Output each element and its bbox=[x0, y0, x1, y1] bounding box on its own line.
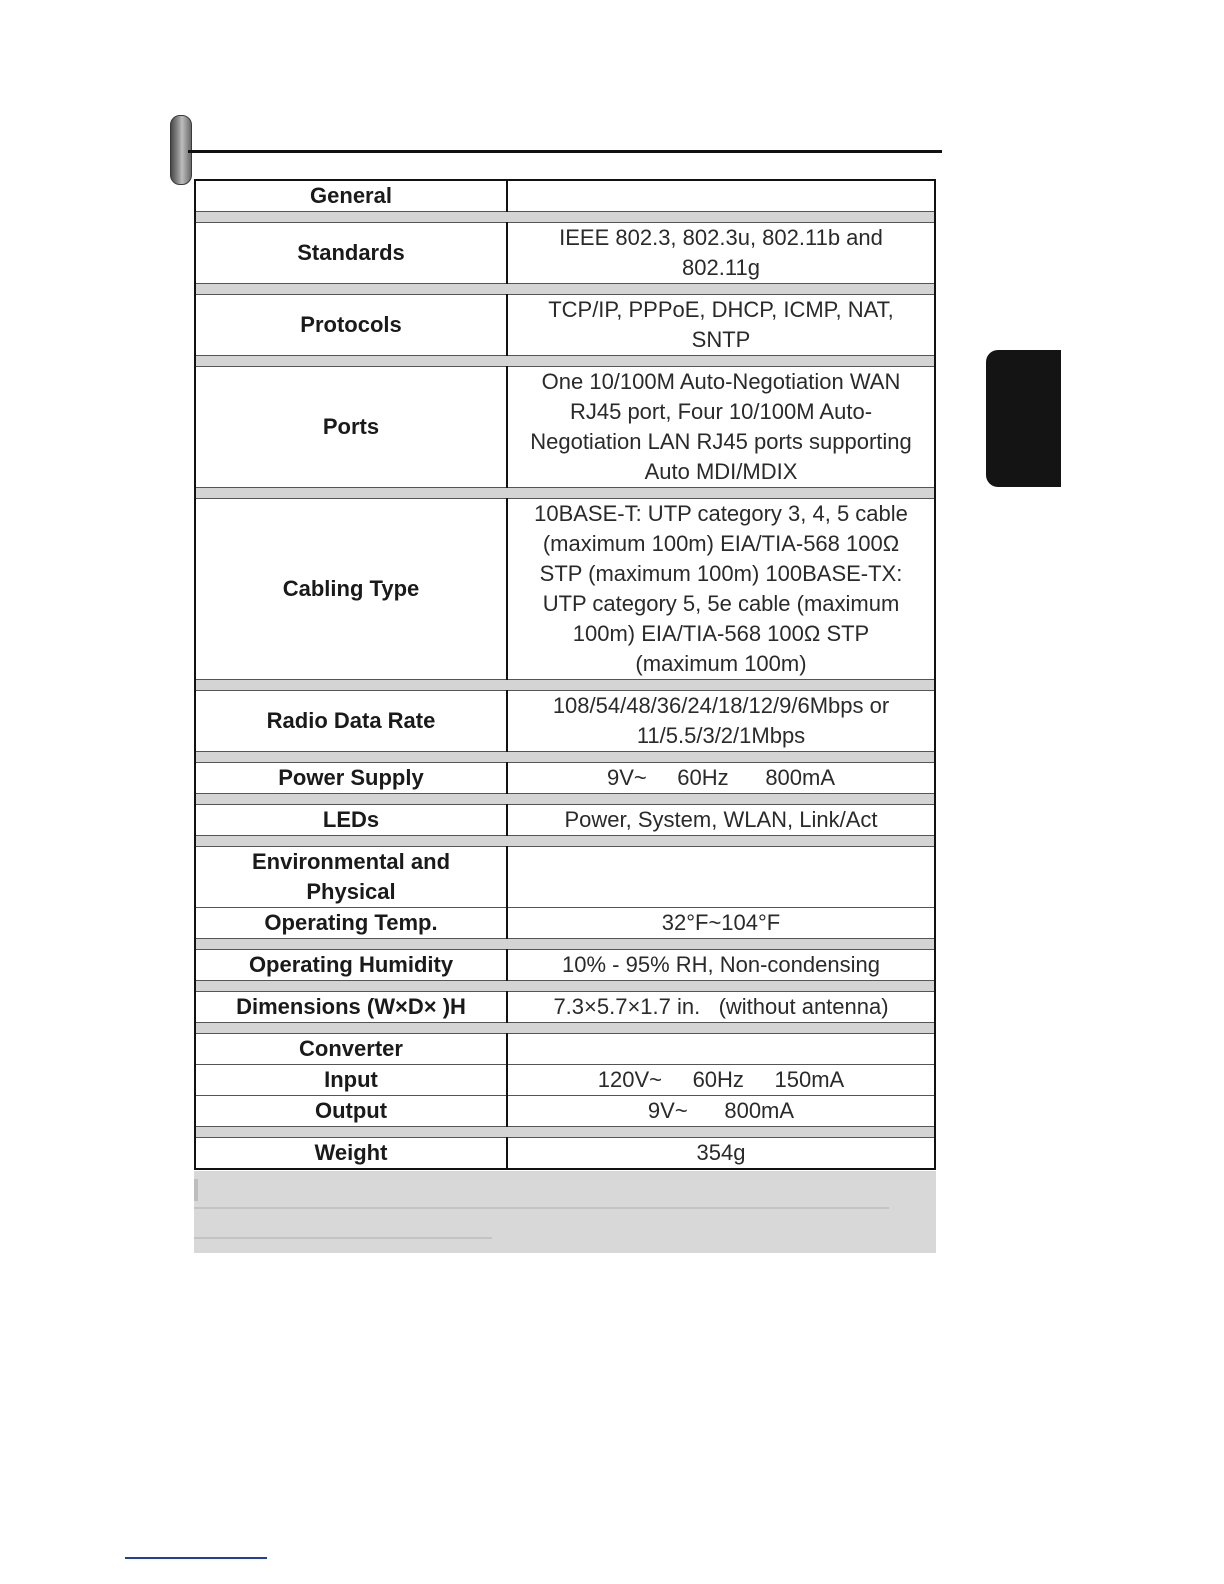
row-separator bbox=[195, 1023, 935, 1034]
row-separator bbox=[195, 488, 935, 499]
row-separator bbox=[195, 1127, 935, 1138]
spec-label: Standards bbox=[195, 223, 507, 284]
spec-value: One 10/100M Auto-Negotiation WAN RJ45 port, Four 10/100M Auto- Negotiation LAN RJ45 ports supporting Auto MDI/MDIX bbox=[507, 367, 935, 488]
spec-value: 354g bbox=[507, 1138, 935, 1170]
spec-value: Power, System, WLAN, Link/Act bbox=[507, 805, 935, 836]
spec-value bbox=[507, 847, 935, 908]
spec-value: 10BASE-T: UTP category 3, 4, 5 cable (maximum 100m) EIA/TIA-568 100Ω STP (maximum 100m) 100BASE-TX: UTP category 5, 5e cable (maximum 100m) EIA/TIA-568 100Ω STP (maximum 100m) bbox=[507, 499, 935, 680]
spec-value: 120V~ 60Hz 150mA bbox=[507, 1065, 935, 1096]
chapter-side-tab bbox=[986, 350, 1061, 487]
separator-cell bbox=[195, 981, 935, 992]
spec-row bbox=[195, 763, 935, 794]
separator-cell bbox=[195, 1023, 935, 1034]
separator-cell bbox=[195, 212, 935, 223]
separator-cell bbox=[195, 356, 935, 367]
spec-row bbox=[195, 691, 935, 752]
row-separator bbox=[195, 284, 935, 295]
separator-cell bbox=[195, 939, 935, 950]
spec-row bbox=[195, 367, 935, 488]
separator-cell bbox=[195, 836, 935, 847]
footer-rule bbox=[125, 1557, 267, 1559]
separator-cell bbox=[195, 488, 935, 499]
note-line bbox=[194, 1207, 889, 1209]
separator-cell bbox=[195, 794, 935, 805]
spec-row bbox=[195, 1034, 935, 1065]
spec-row bbox=[195, 992, 935, 1023]
section-rule bbox=[188, 150, 942, 153]
separator-cell bbox=[195, 680, 935, 691]
spec-row bbox=[195, 295, 935, 356]
row-separator bbox=[195, 752, 935, 763]
spec-label: Converter bbox=[195, 1034, 507, 1065]
row-separator bbox=[195, 356, 935, 367]
spec-value: IEEE 802.3, 802.3u, 802.11b and 802.11g bbox=[507, 223, 935, 284]
spec-label: Protocols bbox=[195, 295, 507, 356]
spec-label: Operating Temp. bbox=[195, 908, 507, 939]
spec-label: Input bbox=[195, 1065, 507, 1096]
row-separator bbox=[195, 794, 935, 805]
spec-row bbox=[195, 847, 935, 908]
row-separator bbox=[195, 981, 935, 992]
spec-label: Environmental and Physical bbox=[195, 847, 507, 908]
spec-label: Power Supply bbox=[195, 763, 507, 794]
header-label: General bbox=[195, 180, 507, 212]
spec-row bbox=[195, 1065, 935, 1096]
row-separator bbox=[195, 836, 935, 847]
table-header-row bbox=[195, 180, 935, 212]
spec-value: TCP/IP, PPPoE, DHCP, ICMP, NAT, SNTP bbox=[507, 295, 935, 356]
spec-row bbox=[195, 1096, 935, 1127]
note-mark bbox=[194, 1179, 198, 1201]
separator-cell bbox=[195, 752, 935, 763]
spec-row bbox=[195, 950, 935, 981]
spec-row bbox=[195, 223, 935, 284]
spec-row bbox=[195, 908, 935, 939]
row-separator bbox=[195, 680, 935, 691]
specifications-body bbox=[195, 180, 935, 1169]
separator-cell bbox=[195, 1127, 935, 1138]
separator-cell bbox=[195, 284, 935, 295]
spec-label: Output bbox=[195, 1096, 507, 1127]
spec-label: Cabling Type bbox=[195, 499, 507, 680]
spec-row bbox=[195, 499, 935, 680]
note-box bbox=[194, 1171, 936, 1253]
row-separator bbox=[195, 939, 935, 950]
spec-label: Ports bbox=[195, 367, 507, 488]
row-separator bbox=[195, 212, 935, 223]
spec-row bbox=[195, 805, 935, 836]
note-line bbox=[194, 1237, 492, 1239]
spec-value: 9V~ 60Hz 800mA bbox=[507, 763, 935, 794]
spec-label: Weight bbox=[195, 1138, 507, 1170]
spec-value: 9V~ 800mA bbox=[507, 1096, 935, 1127]
specifications-table bbox=[194, 179, 936, 1170]
spec-label: Dimensions (W×D× )H bbox=[195, 992, 507, 1023]
spec-label: LEDs bbox=[195, 805, 507, 836]
spec-value: 7.3×5.7×1.7 in. (without antenna) bbox=[507, 992, 935, 1023]
spec-value: 108/54/48/36/24/18/12/9/6Mbps or 11/5.5/3/2/1Mbps bbox=[507, 691, 935, 752]
spec-value: 10% - 95% RH, Non-condensing bbox=[507, 950, 935, 981]
header-value bbox=[507, 180, 935, 212]
spec-label: Radio Data Rate bbox=[195, 691, 507, 752]
spec-row bbox=[195, 1138, 935, 1170]
spec-value bbox=[507, 1034, 935, 1065]
spec-label: Operating Humidity bbox=[195, 950, 507, 981]
spec-value: 32°F~104°F bbox=[507, 908, 935, 939]
